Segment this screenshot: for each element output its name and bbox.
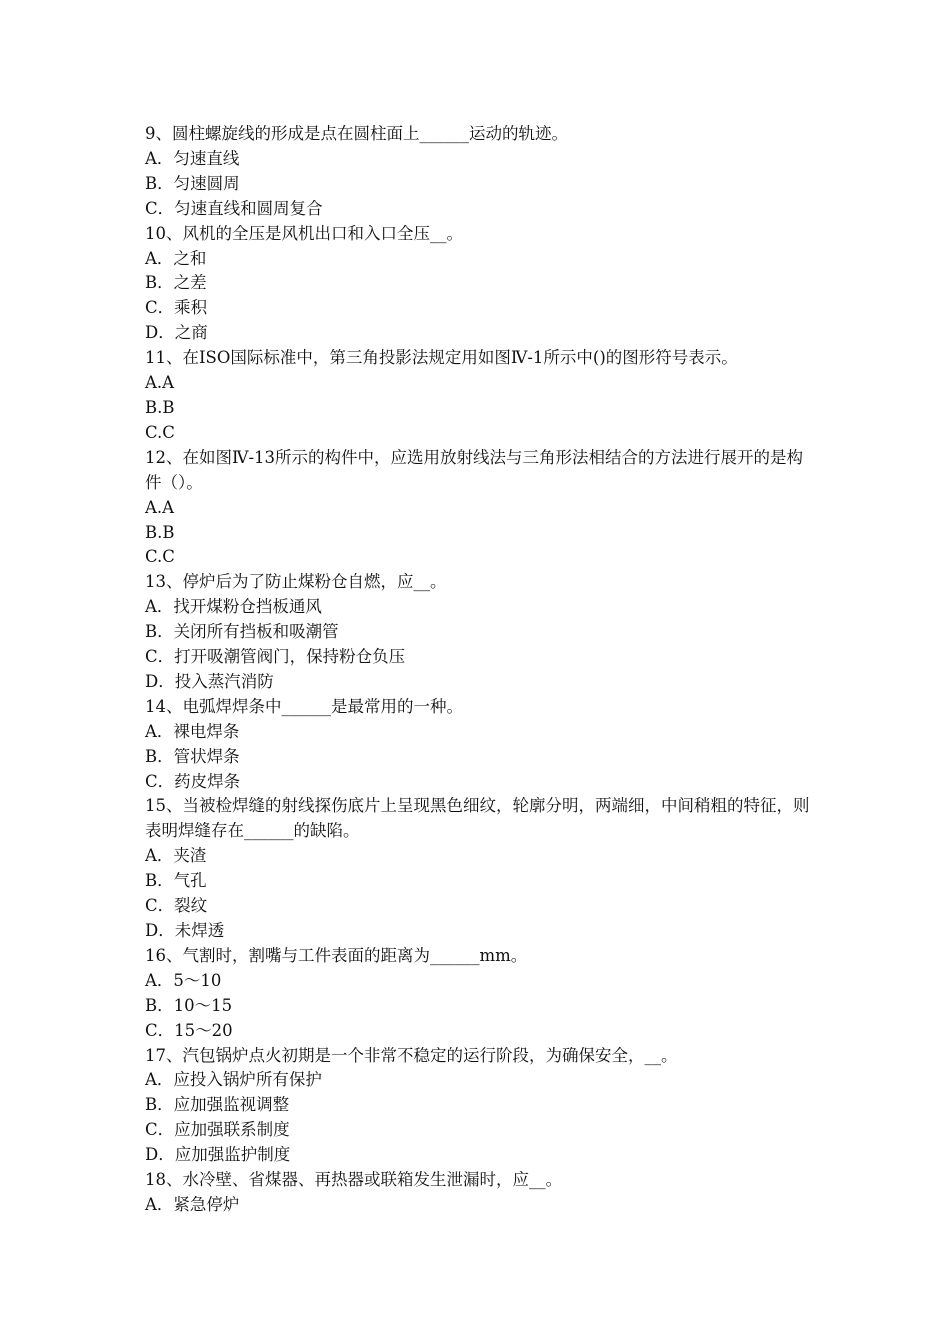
answer-option: A．5～10	[145, 970, 222, 990]
answer-option: B．10～15	[145, 995, 233, 1015]
answer-option: C．裂纹	[145, 896, 208, 916]
question-block	[145, 1044, 813, 1169]
question-block	[145, 1168, 813, 1218]
question-block	[145, 122, 813, 222]
answer-option: A．裸电焊条	[145, 721, 240, 741]
answer-option: A．应投入锅炉所有保护	[145, 1070, 322, 1090]
answer-option: A．夹渣	[145, 846, 207, 866]
question-stem: 13、停炉后为了防止煤粉仓自燃，应__。	[145, 572, 447, 592]
option-list	[145, 147, 813, 222]
answer-option: A．匀速直线	[145, 148, 240, 168]
question-stem: 9、圆柱螺旋线的形成是点在圆柱面上______运动的轨迹。	[145, 124, 568, 143]
answer-option: C．应加强联系制度	[145, 1120, 290, 1140]
answer-option: B．气孔	[145, 871, 207, 891]
question-stem: 16、气割时，割嘴与工件表面的距离为______mm。	[145, 945, 528, 965]
answer-option: B.B	[145, 522, 175, 542]
document-page	[145, 122, 813, 1218]
question-stem: 12、在如图Ⅳ-13所示的构件中，应选用放射线法与三角形法相结合的方法进行展开的是构件（）。	[145, 447, 804, 492]
answer-option: C．药皮焊条	[145, 771, 241, 791]
answer-option: B．匀速圆周	[145, 173, 240, 193]
option-list	[145, 720, 813, 795]
question-stem: 18、水冷壁、省煤器、再热器或联箱发生泄漏时，应__。	[145, 1170, 562, 1190]
answer-option: C．乘积	[145, 298, 208, 318]
question-stem: 17、汽包锅炉点火初期是一个非常不稳定的运行阶段，为确保安全，__。	[145, 1045, 678, 1065]
question-stem: 11、在ISO国际标准中，第三角投影法规定用如图Ⅳ-1所示中()的图形符号表示。	[145, 348, 738, 368]
option-list	[145, 247, 813, 347]
answer-option: C.C	[145, 422, 175, 442]
answer-option: A.A	[145, 497, 175, 517]
option-list	[145, 1068, 813, 1168]
option-list	[145, 595, 813, 695]
answer-option: A．之和	[145, 248, 207, 268]
answer-option: B．关闭所有挡板和吸潮管	[145, 622, 339, 642]
option-list	[145, 844, 813, 944]
answer-option: A．找开煤粉仓挡板通风	[145, 597, 322, 617]
answer-option: A．紧急停炉	[145, 1194, 240, 1214]
option-list	[145, 496, 813, 571]
question-block	[145, 944, 813, 1044]
answer-option: B．管状焊条	[145, 746, 240, 766]
answer-option: D．之商	[145, 323, 208, 343]
question-stem: 15、当被检焊缝的射线探伤底片上呈现黑色细纹，轮廓分明，两端细，中间稍粗的特征，则表明焊缝存在______的缺陷。	[145, 796, 810, 841]
question-block	[145, 222, 813, 347]
answer-option: A.A	[145, 373, 175, 393]
question-block	[145, 794, 813, 943]
answer-option: D．未焊透	[145, 921, 225, 940]
answer-option: C．匀速直线和圆周复合	[145, 198, 323, 218]
question-list	[145, 122, 813, 1218]
answer-option: C．15～20	[145, 1020, 233, 1040]
question-block	[145, 446, 813, 571]
answer-option: C.C	[145, 547, 175, 567]
question-stem: 14、电弧焊焊条中______是最常用的一种。	[145, 696, 463, 716]
answer-option: D．投入蒸汽消防	[145, 671, 274, 691]
question-block	[145, 346, 813, 446]
question-block	[145, 570, 813, 695]
answer-option: B．之差	[145, 273, 207, 293]
option-list	[145, 1193, 813, 1218]
question-stem: 10、风机的全压是风机出口和入口全压__。	[145, 223, 463, 243]
option-list	[145, 969, 813, 1044]
question-block	[145, 695, 813, 795]
answer-option: D．应加强监护制度	[145, 1145, 291, 1165]
answer-option: C．打开吸潮管阀门，保持粉仓负压	[145, 647, 406, 667]
answer-option: B．应加强监视调整	[145, 1095, 290, 1115]
option-list	[145, 371, 813, 446]
answer-option: B.B	[145, 397, 175, 417]
